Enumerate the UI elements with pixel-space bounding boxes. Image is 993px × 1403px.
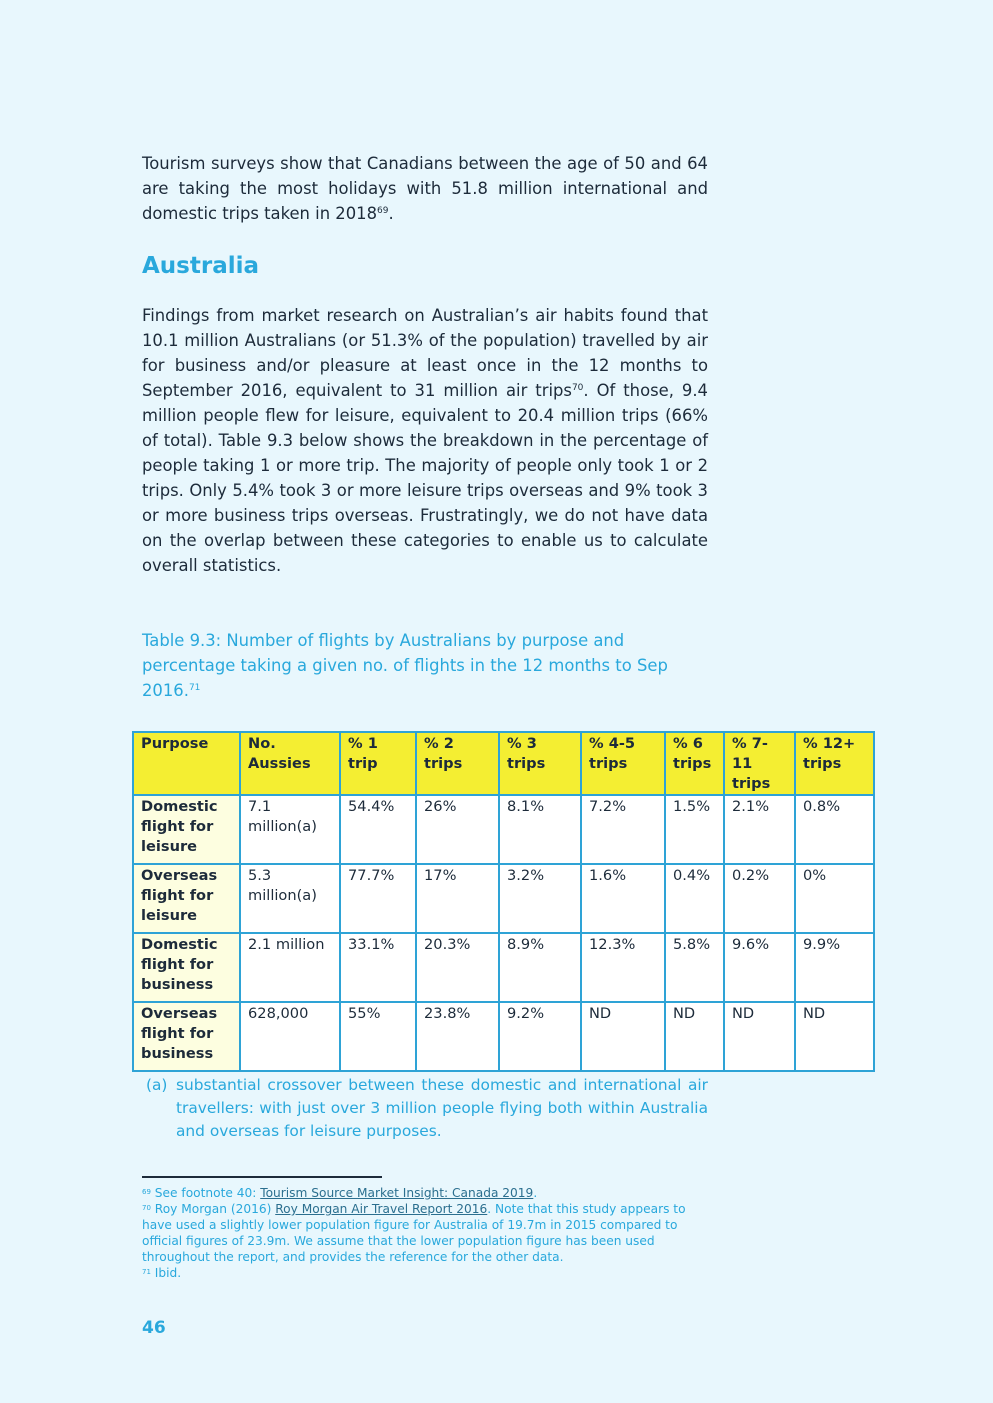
purpose-cell: Domestic flight for business — [133, 933, 240, 1002]
table-cell: 17% — [416, 864, 499, 933]
table-cell: 628,000 — [240, 1002, 340, 1071]
footnote-ref-70[interactable]: 70 — [571, 383, 584, 393]
table-caption: Table 9.3: Number of flights by Australians by purpose and percentage taking a given no. of flights in the 12 months to Sep 2016.71 — [142, 631, 668, 700]
header-cell: % 3 trips — [499, 732, 581, 795]
table-cell: 55% — [340, 1002, 416, 1071]
footnotes — [142, 1185, 708, 1281]
table-cell: 0.8% — [795, 795, 874, 864]
table-cell: 0.4% — [665, 864, 724, 933]
page-number: 46 — [142, 1318, 166, 1338]
header-cell: % 2 trips — [416, 732, 499, 795]
header-cell: % 12+ trips — [795, 732, 874, 795]
flights-table — [132, 731, 875, 1072]
table-cell: 0% — [795, 864, 874, 933]
table-cell: 2.1% — [724, 795, 795, 864]
table-row — [133, 1002, 874, 1071]
table-cell: 7.2% — [581, 795, 665, 864]
table-cell: 2.1 million — [240, 933, 340, 1002]
table-cell: 9.6% — [724, 933, 795, 1002]
footnote-link[interactable]: Tourism Source Market Insight: Canada 2019 — [260, 1186, 534, 1200]
table-cell: 33.1% — [340, 933, 416, 1002]
table-row — [133, 864, 874, 933]
table-cell: 5.3 million(a) — [240, 864, 340, 933]
table-cell: 9.2% — [499, 1002, 581, 1071]
footnote-link[interactable]: Roy Morgan Air Travel Report 2016 — [275, 1202, 488, 1216]
footnote-69: $^{69}$ See footnote 40: Tourism Source Market Insight: Canada 2019. — [142, 1186, 538, 1200]
table-cell: ND — [795, 1002, 874, 1071]
footnote-71: $^{71}$ Ibid. — [142, 1266, 182, 1280]
table-cell: 54.4% — [340, 795, 416, 864]
table-cell: 20.3% — [416, 933, 499, 1002]
header-cell: % 7-11 trips — [724, 732, 795, 795]
footnote-70: $^{70}$ Roy Morgan (2016) Roy Morgan Air Travel Report 2016. Note that this study appears to have used a slightly lower population figure for Australia of 19.7m in 2015 compared to official figures of 23.9m. We assume that the lower population figure has been used throughout the report, and provides the reference for the other data. — [142, 1202, 686, 1264]
table-note-text: substantial crossover between these domestic and international air travellers: with just over 3 million people flying both within Australia and overseas for leisure purposes. — [176, 1076, 708, 1140]
table-note-marker: (a) — [146, 1076, 168, 1094]
table-cell: ND — [581, 1002, 665, 1071]
table-note — [146, 1074, 708, 1143]
table-cell: 0.2% — [724, 864, 795, 933]
table-cell: 9.9% — [795, 933, 874, 1002]
header-cell: % 6 trips — [665, 732, 724, 795]
body-paragraph: Findings from market research on Australian’s air habits found that 10.1 million Australians (or 51.3% of the population) travelled by air for business and/or pleasure at least once in the 12 months to September 2016, equivalent to 31 million air trips$^{70}$. Of those, 9.4 million people flew for leisure, equivalent to 20.4 million trips (66% of total). Table 9.3 below shows the breakdown in the percentage of people taking 1 or more trip. The majority of people only took 1 or 2 trips. Only 5.4% took 3 or more leisure trips overseas and 9% took 3 or more business trips overseas. Frustratingly, we do not have data on the overlap between these categories to enable us to calculate overall statistics. — [142, 306, 708, 575]
purpose-cell: Domestic flight for leisure — [133, 795, 240, 864]
table-cell: 5.8% — [665, 933, 724, 1002]
table-row — [133, 933, 874, 1002]
footnote-divider — [142, 1176, 382, 1178]
purpose-cell: Overseas flight for leisure — [133, 864, 240, 933]
header-cell: No. Aussies — [240, 732, 340, 795]
table-cell: 77.7% — [340, 864, 416, 933]
table-cell: 8.9% — [499, 933, 581, 1002]
header-cell: Purpose — [133, 732, 240, 795]
table-row — [133, 795, 874, 864]
table-cell: 3.2% — [499, 864, 581, 933]
table-cell: 26% — [416, 795, 499, 864]
table-cell: ND — [724, 1002, 795, 1071]
table-cell: 12.3% — [581, 933, 665, 1002]
table-cell: 7.1 million(a) — [240, 795, 340, 864]
table-cell: 23.8% — [416, 1002, 499, 1071]
section-heading: Australia — [142, 253, 260, 279]
table-cell: 1.6% — [581, 864, 665, 933]
table-header-row — [133, 732, 874, 795]
table-cell: ND — [665, 1002, 724, 1071]
intro-paragraph: Tourism surveys show that Canadians between the age of 50 and 64 are taking the most holidays with 51.8 million international and domestic trips taken in 2018$^{69}$. — [142, 154, 708, 223]
table-cell: 1.5% — [665, 795, 724, 864]
header-cell: % 4-5 trips — [581, 732, 665, 795]
header-cell: % 1 trip — [340, 732, 416, 795]
purpose-cell: Overseas flight for business — [133, 1002, 240, 1071]
table-cell: 8.1% — [499, 795, 581, 864]
footnote-ref-69[interactable]: 69 — [377, 206, 389, 216]
footnote-ref-71[interactable]: 71 — [188, 683, 201, 693]
